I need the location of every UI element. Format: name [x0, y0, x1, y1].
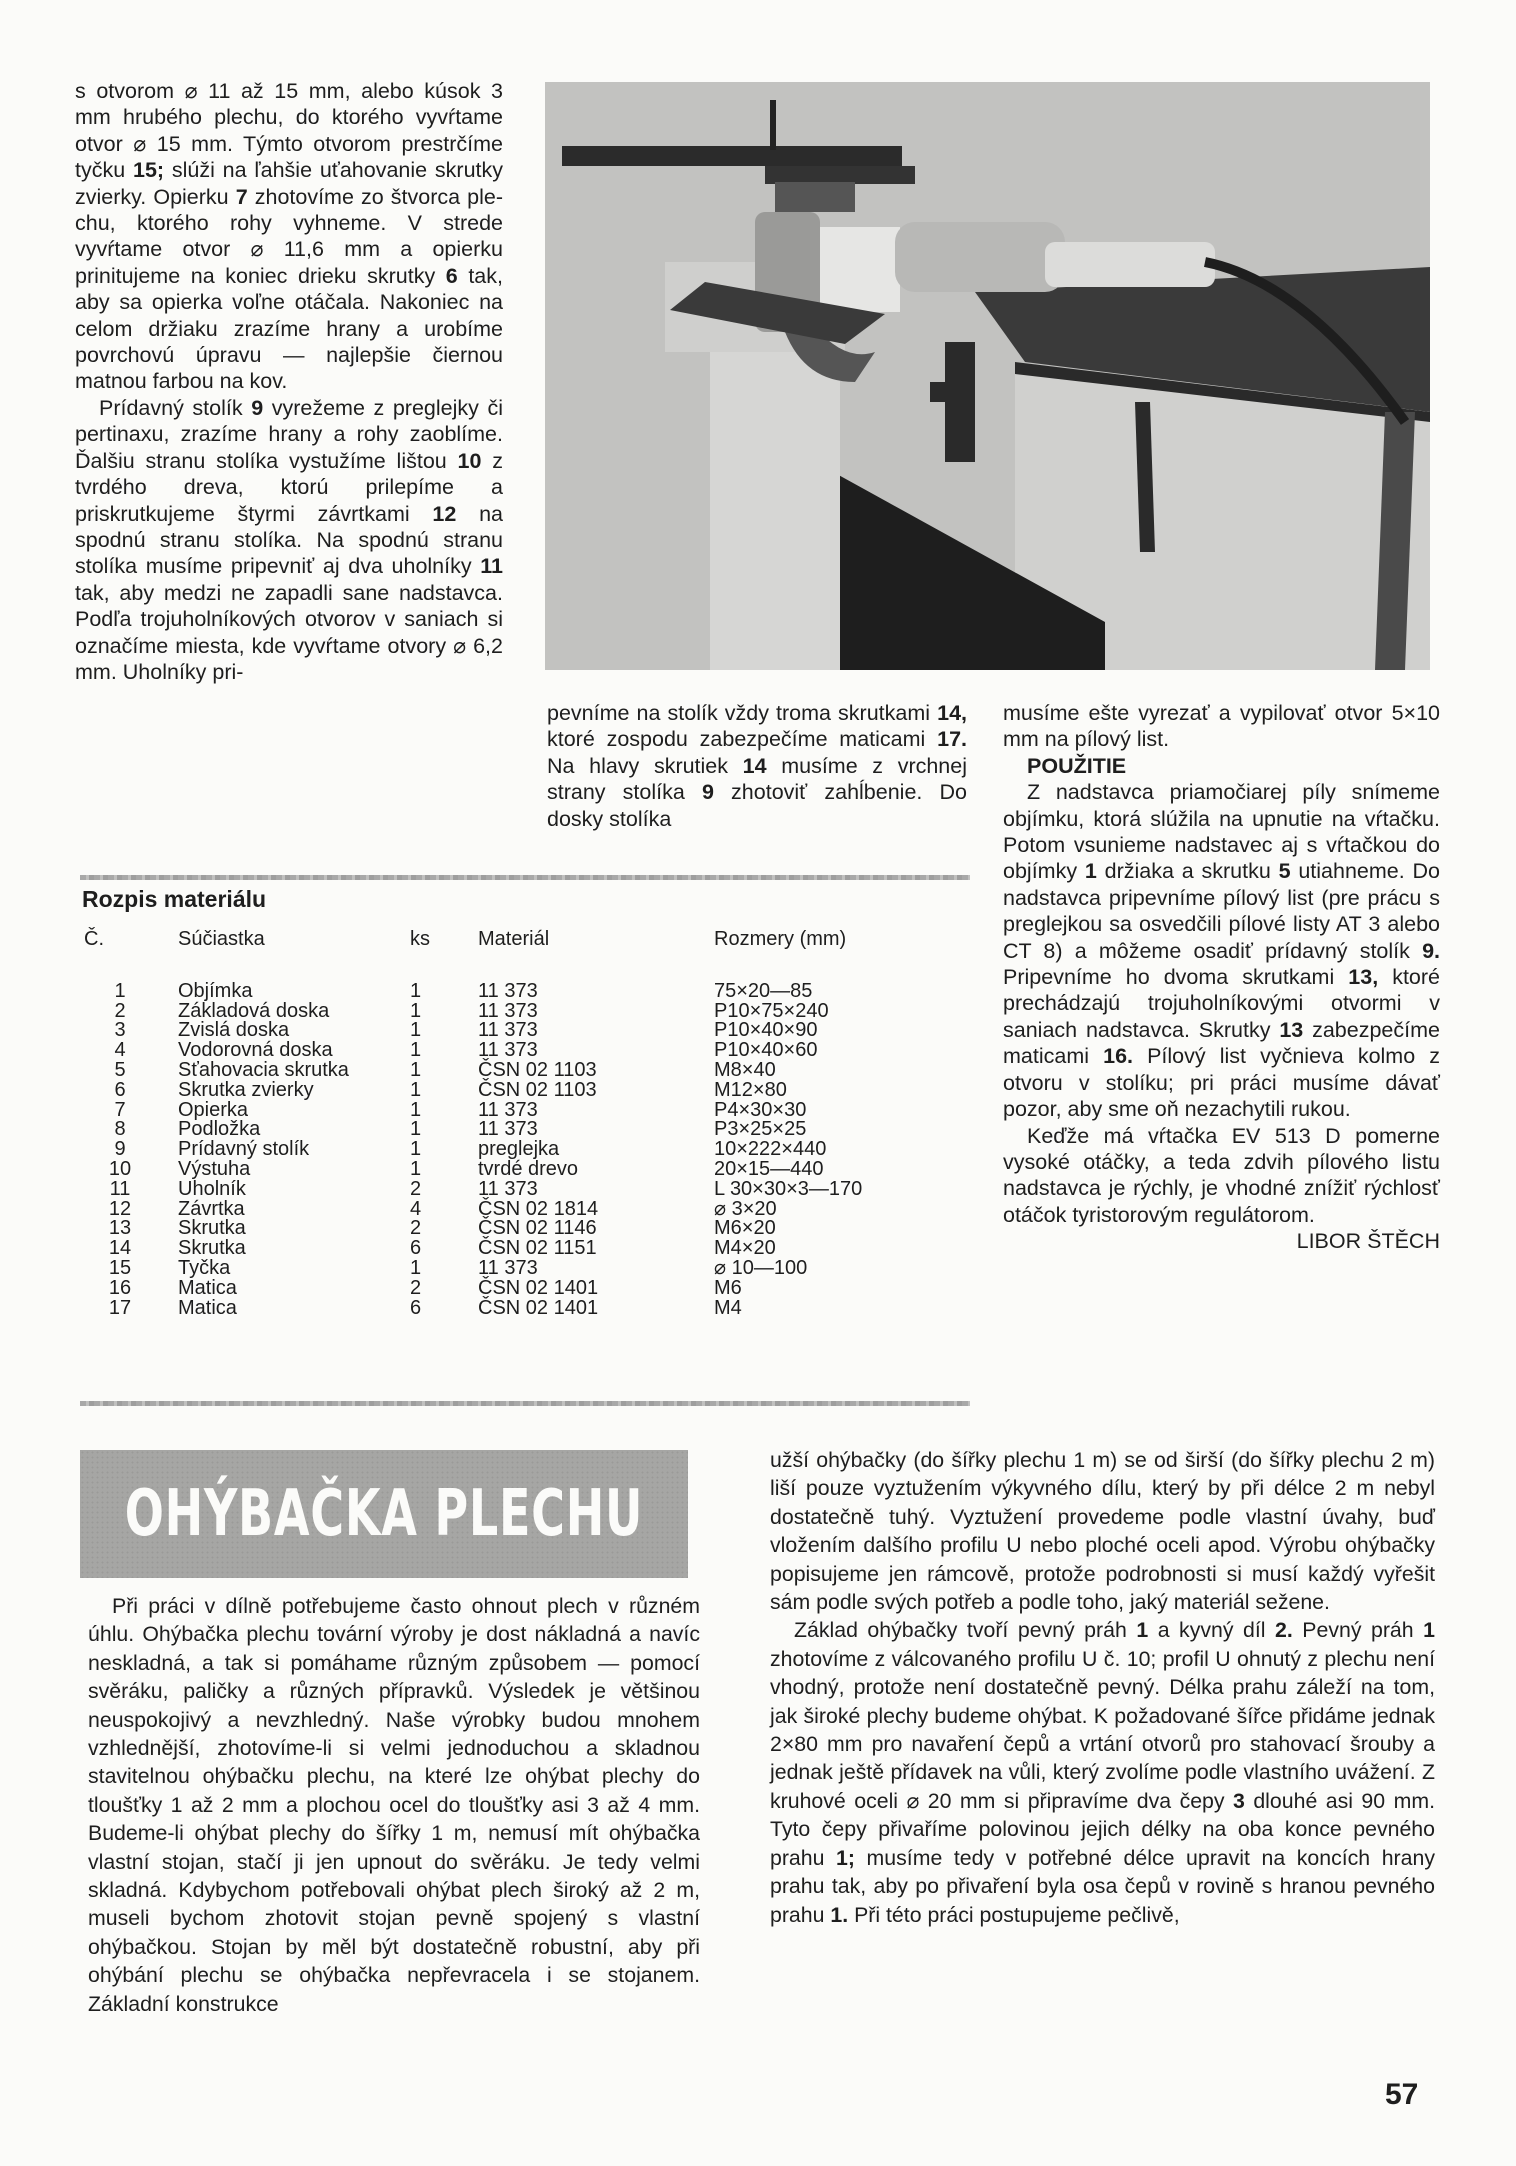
- cell-material: 11 373: [478, 1098, 538, 1121]
- cell-quantity: 6: [410, 1296, 422, 1319]
- table-row: [82, 1160, 954, 1180]
- cell-part: Zvislá doska: [178, 1019, 290, 1042]
- column-header-number: Č.: [84, 928, 104, 950]
- column-header-material: Materiál: [478, 928, 550, 950]
- cell-part: Podložka: [178, 1118, 261, 1141]
- paragraph: Z nadstavca priamočiarej píly snímeme objímku, ktorá slúžila na upnutie na vŕtačku. Potom vsunieme nadstavec aj s vŕtačkou do objímky 1 držiaka a skrutku 5 utiahneme. Do nadstavca pripevníme pílový list (pre prácu s preglejkou sa osvedčili pílové listy AT 3 alebo CT 8) a môžeme osadiť prídavný stolík 9. Pripevníme ho dvoma skrutkami 13, ktoré prechádzajú trojuholníkovými otvormi v saniach nadstavca. Skrutky 13 zabezpečíme maticami 16. Pílový list vyčnieva kolmo z otvoru v stolíku; pri práci musíme dávať pozor, aby sme oň nezachytili rukou.: [1003, 780, 1441, 1122]
- cell-quantity: 1: [410, 1019, 422, 1042]
- cell-number: 5: [114, 1058, 126, 1081]
- article-title-banner: [80, 1450, 688, 1578]
- cell-number: 9: [114, 1138, 126, 1161]
- cell-dimensions: P10×40×90: [714, 1019, 818, 1042]
- cell-number: 8: [114, 1118, 126, 1141]
- separator-rule: [80, 875, 970, 880]
- paragraph: Při práci v dílně potřebujeme často ohnout plech v různém úhlu. Ohýbačka plechu tovární výroby je dost nákladná a navíc neskladná, a tak si pomáhame různým způsobem — pomocí svěráku, paličky a různých přípravků. Výsledek je většinou neuspokojivý a nevzhledný. Naše výrobky budou mnohem vzhlednější, zhotovíme-li si velmi jednoduchou a skladnou stavitelnou ohýbačku plechu, na které lze ohýbat plechy do tloušťky 1 až 2 mm a plochou ocel do tloušťky asi 3 až 4 mm. Budeme-li ohýbat plechy do šířky 1 m, nemusí mít ohýbačka vlastní stojan, stačí ji jen upnout do svěráku. Je tedy velmi skladná. Kdybychom potřebovali ohýbat plech široký až 2 m, museli bychom zhotovit stojan pevně spojený s vlastní ohýbačkou. Stojan by měl být dostatečně robustní, aby při ohýbání plechu se ohýbačka nepřevracela i se stojanem. Základní konstrukce: [88, 1594, 700, 2016]
- article-text-column-right: [1003, 700, 1440, 1255]
- cell-quantity: 1: [410, 1098, 422, 1121]
- table-row: [82, 1140, 954, 1160]
- jig-saw-attachment-photo: [545, 82, 1430, 670]
- article-text-column-left: [75, 78, 503, 685]
- cell-quantity: 1: [410, 1118, 422, 1141]
- cell-material: tvrdé drevo: [478, 1157, 579, 1180]
- cell-material: ČSN 02 1151: [478, 1237, 597, 1260]
- cell-dimensions: M6×20: [714, 1217, 776, 1240]
- cell-quantity: 1: [410, 999, 422, 1022]
- cell-part: Objímka: [178, 979, 253, 1002]
- cell-number: 6: [114, 1078, 126, 1101]
- table-row: [82, 1180, 954, 1200]
- cell-dimensions: P10×75×240: [714, 999, 829, 1022]
- paragraph-text: Keďže má vŕtačka EV 513 D pomerne vysoké otáčky, a teda zdvih pílového listu nadstavca je rýchly, je vhodné znížiť rýchlosť otáčok tyristorovým regulátorom.: [1003, 1123, 1440, 1227]
- cell-quantity: 1: [410, 1256, 422, 1279]
- cell-dimensions: L 30×30×3—170: [714, 1177, 863, 1200]
- cell-material: 11 373: [478, 1177, 538, 1200]
- cell-quantity: 4: [410, 1197, 422, 1220]
- cell-quantity: 1: [410, 979, 422, 1002]
- cell-part: Opierka: [178, 1098, 249, 1121]
- cell-number: 1: [114, 979, 126, 1002]
- cell-number: 3: [114, 1019, 126, 1042]
- cell-material: ČSN 02 1103: [478, 1058, 597, 1081]
- paragraph: Prídavný stolík 9 vyrežeme z preglejky či pertinaxu, zrazíme hrany a rohy zaoblíme. Ďalšiu stranu stolíka vystužíme lištou 10 z tvrdého dreva, ktorú prilepíme a priskrutkujeme štyrmi závrtkami 12 na spodnú stranu stolíka. Na spodnú stranu stolíka musíme pripevniť aj dva uholníky 11 tak, aby medzi ne zapadli sane nadstavca. Podľa trojuholníkových otvorov v saniach si označíme miesta, kde vyvŕtame otvory ⌀ 6,2 mm. Uholníky pri-: [75, 395, 504, 684]
- table-row: [82, 1279, 954, 1299]
- paragraph: [1003, 1123, 1440, 1254]
- cell-quantity: 2: [410, 1217, 422, 1240]
- table-row: [82, 1239, 954, 1259]
- cell-dimensions: 10×222×440: [714, 1138, 827, 1161]
- cell-number: 4: [114, 1039, 126, 1062]
- cell-part: Matica: [178, 1276, 237, 1299]
- column-header-dimensions: Rozmery (mm): [714, 928, 847, 950]
- table-header-row: [82, 930, 954, 982]
- cell-quantity: 1: [410, 1058, 422, 1081]
- cell-number: 17: [108, 1296, 132, 1319]
- cell-number: 16: [108, 1276, 132, 1299]
- materials-table-title: Rozpis materiálu: [82, 886, 267, 912]
- article-title: OHÝBAČKA PLECHU: [124, 1477, 644, 1551]
- cell-part: Prídavný stolík: [178, 1138, 310, 1161]
- table-row: [82, 1081, 954, 1101]
- cell-number: 11: [109, 1177, 131, 1200]
- cell-material: ČSN 02 1401: [478, 1296, 599, 1319]
- cell-part: Matica: [178, 1296, 237, 1319]
- photo-illustration: [545, 82, 1430, 670]
- table-row: [82, 1061, 954, 1081]
- cell-quantity: 2: [410, 1177, 422, 1200]
- cell-dimensions: ⌀ 10—100: [714, 1256, 808, 1279]
- cell-number: 12: [108, 1197, 132, 1220]
- cell-part: Skrutka: [178, 1217, 246, 1240]
- cell-part: Tyčka: [178, 1256, 231, 1279]
- cell-material: 11 373: [478, 1118, 538, 1141]
- cell-dimensions: 75×20—85: [714, 979, 813, 1002]
- table-row: [82, 1041, 954, 1061]
- cell-dimensions: M6: [714, 1276, 742, 1299]
- cell-number: 7: [114, 1098, 126, 1121]
- cell-quantity: 1: [410, 1157, 422, 1180]
- cell-part: Skrutka: [178, 1237, 246, 1260]
- cell-material: 11 373: [478, 1019, 538, 1042]
- cell-dimensions: 20×15—440: [714, 1157, 824, 1180]
- cell-part: Sťahovacia skrutka: [178, 1058, 349, 1081]
- cell-quantity: 6: [410, 1237, 422, 1260]
- table-row: [82, 1299, 954, 1319]
- cell-material: ČSN 02 1146: [478, 1217, 597, 1240]
- paragraph: užší ohýbačky (do šířky plechu 1 m) se od širší (do šířky plechu 2 m) liší pouze vyztužením výkyvného dílu, který by při délce 2 m nebyl dostatečně tuhý. Vyztužení provedeme podle vlastní úvahy, buď vložením dalšího profilu U nebo ploché oceli apod. Výrobu ohýbačky popisujeme jen rámcově, protože podrobnosti si musí každý vyřešit sám podle svých potřeb a podle toho, jaký materiál sežene.: [770, 1448, 1435, 1615]
- article2-text-column-left: [88, 1592, 700, 2018]
- cell-material: ČSN 02 1103: [478, 1078, 597, 1101]
- paragraph: pevníme na stolík vždy troma skrutkami 14, ktoré zospodu zabezpečíme maticami 17. Na hlavy skrutiek 14 musíme z vrchnej strany stolíka 9 zhotoviť zahĺbenie. Do dosky stolíka: [547, 701, 967, 831]
- cell-dimensions: P3×25×25: [714, 1118, 807, 1141]
- cell-material: 11 373: [478, 1039, 538, 1062]
- paragraph: Základ ohýbačky tvoří pevný práh 1 a kyvný díl 2. Pevný práh 1 zhotovíme z válcovaného profilu U č. 10; profil U ohnutý z plechu není vhodný, protože není dostatečně pevný. Délka prahu záleží na tom, jak široké plechy budeme ohýbat. K požadované šířce přidáme jednak 2×80 mm pro navaření čepů a vrtání otvorů pro stahovací šrouby a jednak ještě přídavek na vůli, který zvolíme podle vlastního uvážení. Z kruhové oceli ⌀ 20 mm si připravíme dva čepy 3 dlouhé asi 90 mm. Tyto čepy přivaříme polovinou jejich délky na oba konce pevného prahu 1; musíme tedy v potřebné délce upravit na koncích hrany prahu tak, aby po přivaření byla osa čepů v rovině s hranou pevného prahu 1. Při této práci postupujeme pečlivě,: [770, 1618, 1435, 1927]
- cell-number: 15: [108, 1256, 132, 1279]
- author-signature: LIBOR ŠTĚCH: [1296, 1229, 1440, 1254]
- cell-dimensions: P10×40×60: [714, 1039, 818, 1062]
- section-heading-pouzitie: POUŽITIE: [1027, 753, 1127, 778]
- cell-material: 11 373: [478, 1256, 538, 1279]
- article2-text-column-right: [770, 1446, 1435, 1929]
- column-header-quantity: ks: [410, 928, 430, 950]
- cell-quantity: 2: [410, 1276, 422, 1299]
- paragraph: s otvorom ⌀ 11 až 15 mm, alebo kúsok 3 mm hrubého plechu, do ktorého vyvŕtame otvor ⌀ 15 mm. Týmto otvorom prestrčíme tyčku 15; slúži na ľahšie uťahovanie skrutky zvierky. Opierku 7 zhotovíme zo štvorca plechu, ktorého rohy vyhneme. V strede vyvŕtame otvor ⌀ 11,6 mm a opierku prinitujeme na koniec drieku skrutky 6 tak, aby sa opierka voľne otáčala. Nakoniec na celom držiaku zrazíme hrany a urobíme povrchovú úpravu — najlepšie čiernou matnou farbou na kov.: [75, 79, 504, 394]
- cell-dimensions: M4: [714, 1296, 742, 1319]
- cell-part: Závrtka: [178, 1197, 245, 1220]
- materials-table-body: [82, 979, 954, 1319]
- cell-material: 11 373: [478, 999, 538, 1022]
- page-number: 57: [1385, 2078, 1419, 2111]
- cell-number: 10: [108, 1157, 132, 1180]
- cell-part: Základová doska: [178, 999, 330, 1022]
- cell-part: Uholník: [178, 1177, 246, 1200]
- cell-number: 2: [114, 999, 126, 1022]
- cell-quantity: 1: [410, 1138, 422, 1161]
- cell-dimensions: M12×80: [714, 1078, 787, 1101]
- cell-part: Výstuha: [178, 1157, 251, 1180]
- cell-material: preglejka: [478, 1138, 560, 1161]
- cell-dimensions: ⌀ 3×20: [714, 1197, 777, 1220]
- cell-dimensions: M8×40: [714, 1058, 776, 1081]
- separator-rule: [80, 1401, 970, 1406]
- cell-dimensions: M4×20: [714, 1237, 776, 1260]
- cell-material: ČSN 02 1814: [478, 1197, 599, 1220]
- cell-quantity: 1: [410, 1078, 422, 1101]
- cell-number: 14: [108, 1237, 132, 1260]
- column-header-part: Súčiastka: [178, 928, 265, 950]
- paragraph: musíme ešte vyrezať a vypilovať otvor 5×10 mm na pílový list.: [1003, 701, 1440, 752]
- cell-number: 13: [108, 1217, 132, 1240]
- cell-dimensions: P4×30×30: [714, 1098, 807, 1121]
- cell-quantity: 1: [410, 1039, 422, 1062]
- table-row: [82, 982, 954, 1002]
- table-row: [82, 1259, 954, 1279]
- article-text-column-middle: [547, 700, 967, 832]
- cell-part: Skrutka zvierky: [178, 1078, 314, 1101]
- cell-material: ČSN 02 1401: [478, 1276, 599, 1299]
- cell-material: 11 373: [478, 979, 538, 1002]
- materials-table: [82, 930, 954, 1318]
- cell-part: Vodorovná doska: [178, 1039, 333, 1062]
